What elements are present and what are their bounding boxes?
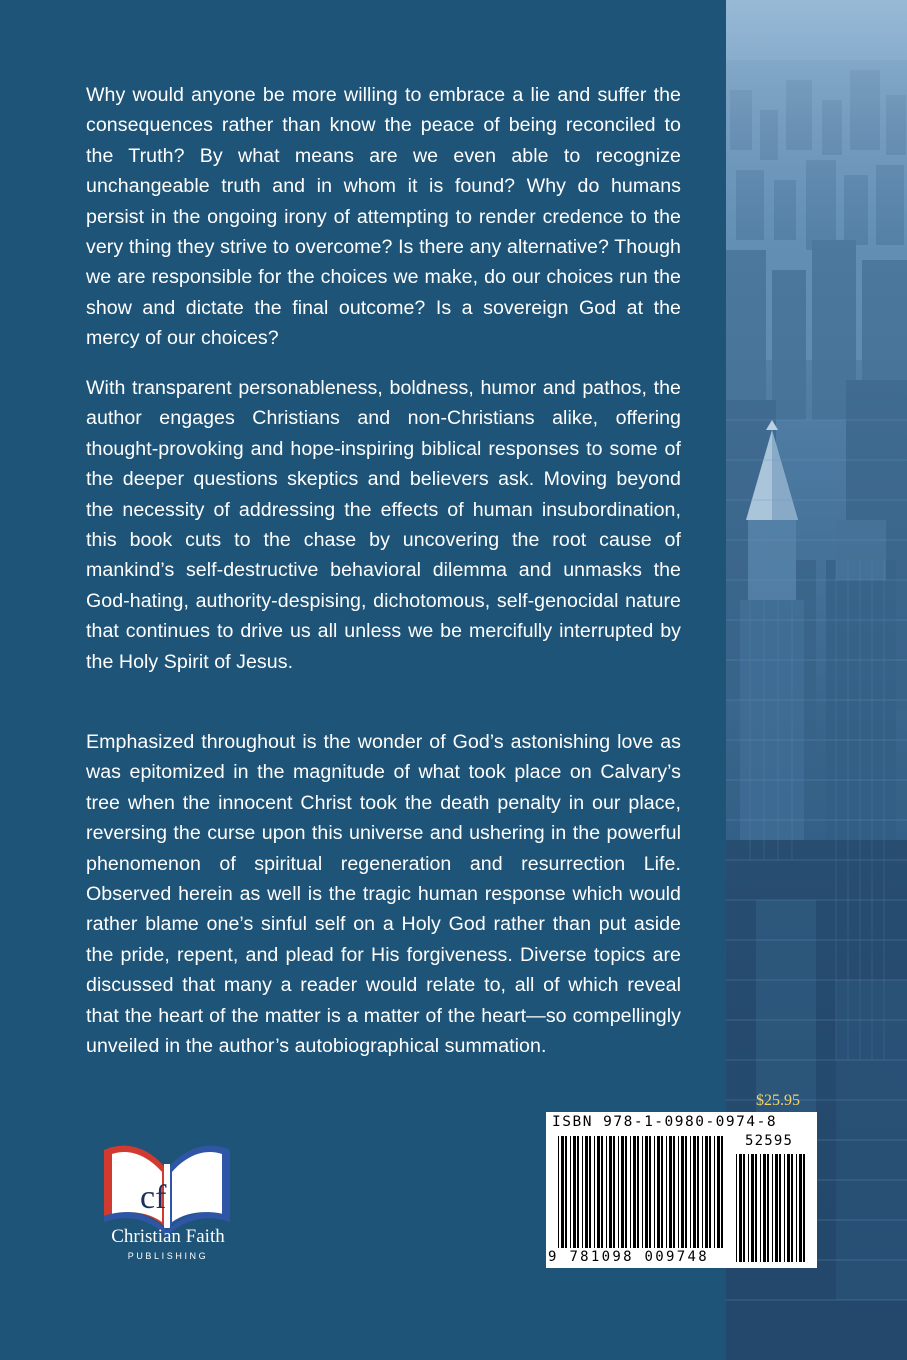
publisher-name: Christian Faith	[111, 1226, 225, 1247]
blurb-paragraph-2: With transparent personableness, boldness, humor and pathos, the author engages Christians and non-Christians alike, offering thought-provoking and hope-inspiring biblical responses to some of the deeper questions skeptics and believers ask. Moving beyond the necessity of addressing the effects of human insubordination, this book cuts to the chase by uncovering the root cause of mankind’s self-destructive behavioral dilemma and unmasks the God-hating, authority-despising, dichotomous, self-genocidal nature that continues to drive us all unless we be mercifully interrupted by the Holy Spirit of Jesus.	[86, 377, 681, 673]
barcode-bars	[546, 1112, 817, 1268]
publisher-subtitle: PUBLISHING	[127, 1251, 209, 1261]
blurb-paragraph-1: Why would anyone be more willing to embrace a lie and suffer the consequences rather than know the peace of being reconciled to the Truth? By what means are we even able to recognize unchangeable truth and in whom it is found? Why do humans persist in the ongoing irony of attempting to render credence to the very thing they strive to overcome? Is there any alternative? Though we are responsible for the choices we make, do our choices run the show and dictate the final outcome? Is a sovereign God at the mercy of our choices?	[86, 84, 681, 350]
ean-digits: 9 781098 009748	[548, 1249, 709, 1265]
publisher-logo	[96, 1130, 238, 1270]
logo-letter-c: cf	[140, 1179, 167, 1216]
isbn-label: ISBN 978-1-0980-0974-8	[552, 1114, 778, 1130]
price-label: $25.95	[756, 1092, 800, 1109]
barcode-addon-digits: 52595	[745, 1133, 794, 1149]
blurb-paragraph-3: Emphasized throughout is the wonder of God’s astonishing love as was epitomized in the magnitude of what took place on Calvary’s tree when the innocent Christ took the death penalty in our place, reversing the curse upon this universe and ushering in the powerful phenomenon of spiritual regeneration and resurrection Life. Observed herein as well is the tragic human response which would rather blame one’s sinful self on a Holy God rather than put aside the pride, repent, and plead for His forgiveness. Diverse topics are discussed that many a reader would relate to, all of which reveal that the heart of the matter is a matter of the heart—so compellingly unveiled in the author’s autobiographical summation.	[86, 731, 681, 1058]
isbn-barcode	[546, 1112, 817, 1268]
